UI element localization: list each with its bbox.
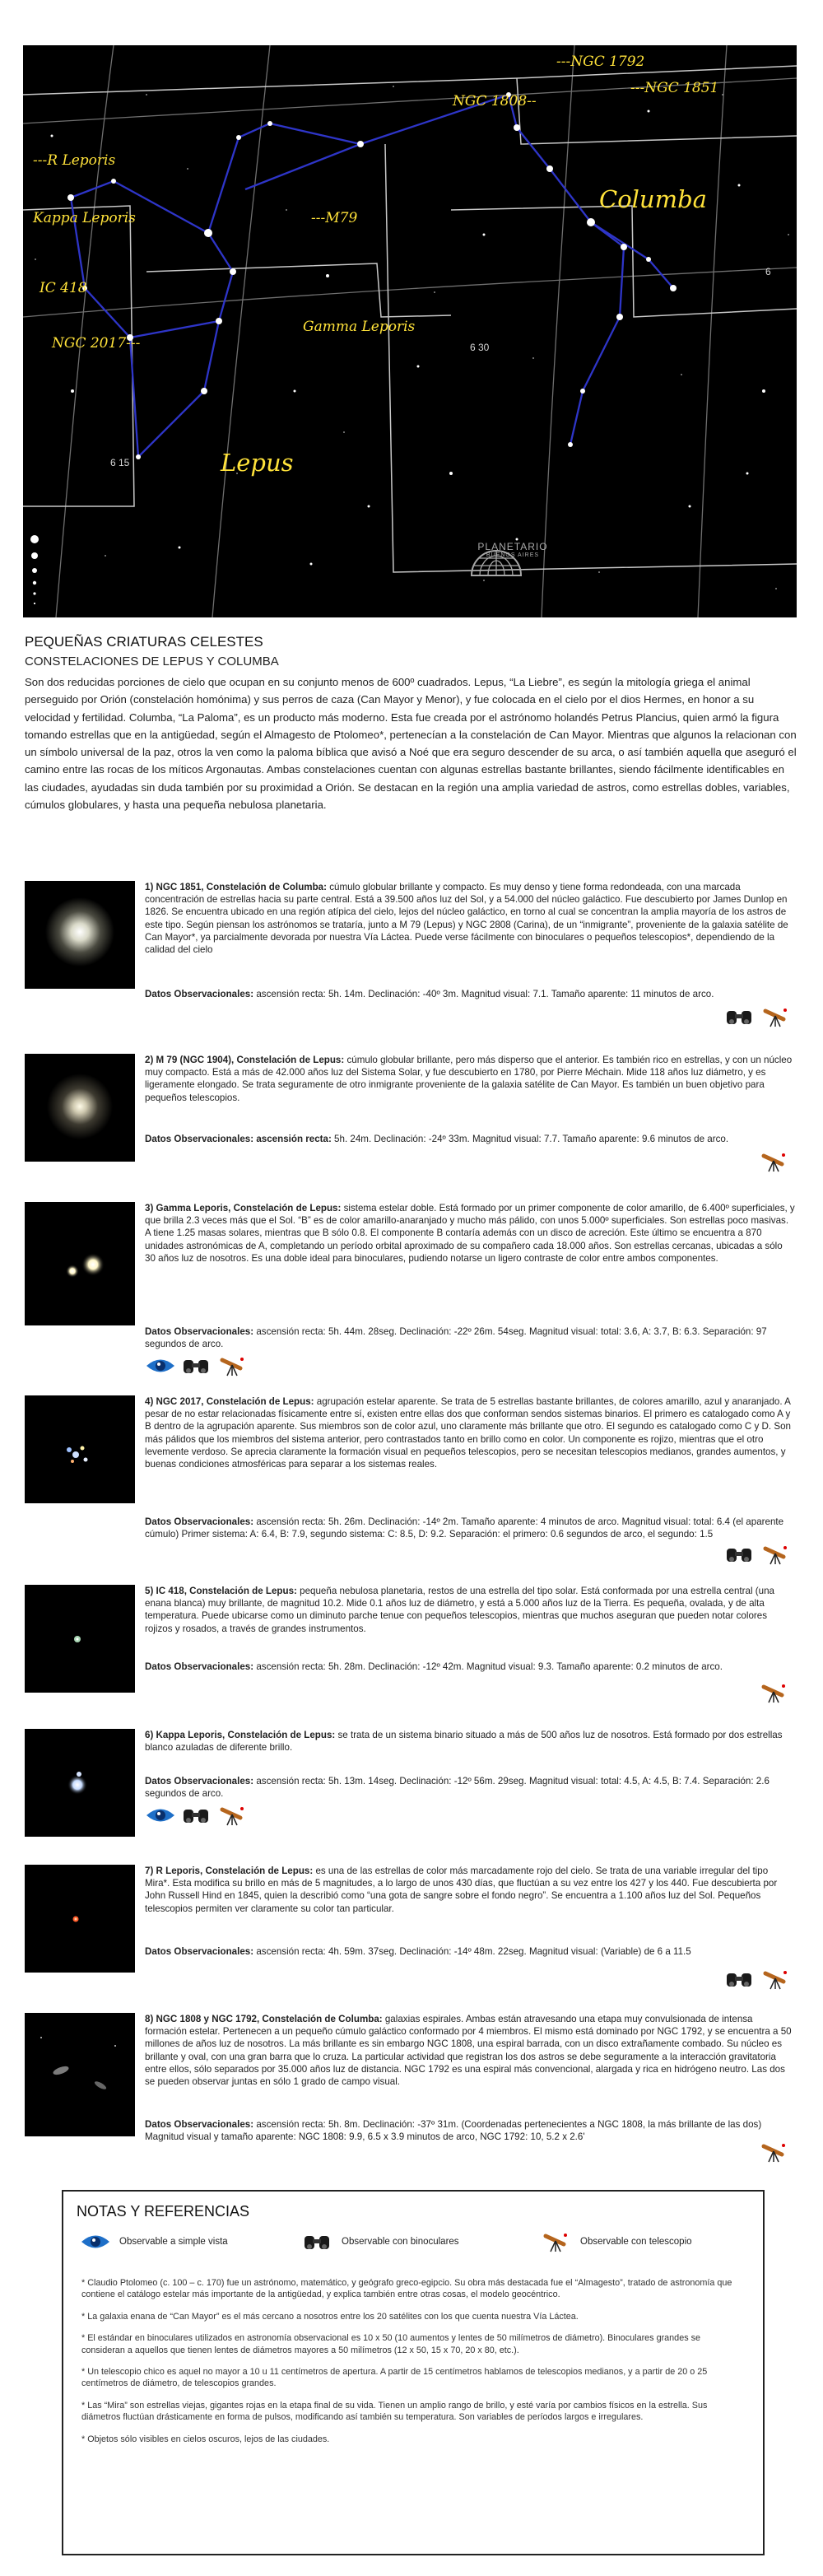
label-kappa-leporis	[33, 210, 136, 226]
label-ngc1792-text: NGC 1792	[570, 54, 645, 70]
eye-icon	[145, 1355, 176, 1377]
binoculars-icon	[181, 1805, 212, 1826]
page-title: PEQUEÑAS CRIATURAS CELESTES	[25, 634, 263, 650]
entry-text: pequeña nebulosa planetaria, restos de una estrella del tipo solar. Está conformada por una estrella central (una enana blanca) muy brillante, de magnitud 10.2. Mide 0.1 años luz de diámetro, y está a 5.000 años luz de la Tierra. Es pequeña, ovalada, y de alta temperatura. Puede ubicarse como un diminuto parche tenue con pequeños telescopios, mientras que muchos aseguran que pueden notar colores rojizos y rosados, a través de grandes instrumentos.	[145, 1586, 774, 1634]
binoculars-icon	[724, 1544, 756, 1565]
double-star-image	[25, 1202, 135, 1325]
photo-ngc1851	[25, 881, 135, 989]
binoculars-icon	[181, 1355, 212, 1377]
globular-cluster-image	[25, 881, 135, 989]
visibility-icons	[145, 1805, 249, 1826]
label-ic418	[40, 280, 87, 296]
label-r-leporis-text: R Leporis	[47, 152, 116, 169]
obs-values: ascensión recta: 5h. 8m. Declinación: -37º 31m. (Coordenadas pertenecientes a NGC 1808, la más brillante de las dos) Magnitud visual y tamaño aparente: NGC 1808: 9.9, 6.5 x 3.9 minutos de arco, NGC 1792: 10, 5.2 x 2.6'	[145, 2119, 762, 2143]
binoculars-icon	[724, 1968, 756, 1990]
legend-telescope-label: Observable con telescopio	[580, 2237, 692, 2247]
visibility-icons	[759, 2141, 790, 2163]
binoculars-icon	[724, 1006, 756, 1027]
label-ngc1792: ---NGC 1792	[556, 54, 645, 70]
constellation-lines	[71, 95, 673, 457]
visibility-icons	[759, 1682, 790, 1703]
obs-values: 5h. 24m. Declinación: -24º 33m. Magnitud visual: 7.7. Tamaño aparente: 9.6 minutos de arco.	[331, 1134, 729, 1144]
entry-observational-data	[145, 1133, 795, 1145]
obs-values: ascensión recta: 4h. 59m. 37seg. Declinación: -14º 48m. 22seg. Magnitud visual: (Variable) de 6 a 11.5	[253, 1946, 691, 1957]
entry-description	[145, 881, 795, 956]
faint-stars	[35, 86, 789, 589]
label-columba-text: Columba	[599, 185, 707, 213]
label-m79-text: M79	[325, 210, 358, 226]
obs-label: Datos Observacionales:	[145, 1661, 254, 1672]
entry-description	[145, 1054, 795, 1104]
obs-label: Datos Observacionales:	[145, 989, 254, 999]
entry-description	[145, 1202, 795, 1265]
coord-label-1: 6	[765, 266, 771, 277]
entry-heading: 2) M 79 (NGC 1904), Constelación de Lepus:	[145, 1055, 345, 1065]
entry-kappa-leporis	[25, 1729, 798, 1852]
legend-binoculars-label: Observable con binoculares	[342, 2237, 459, 2247]
legend-eye-label: Observable a simple vista	[119, 2237, 228, 2247]
notes-list	[81, 2277, 740, 2455]
entry-m79	[25, 1054, 798, 1190]
photo-r-leporis	[25, 1865, 135, 1973]
label-ngc1808-text: NGC 1808	[453, 93, 528, 109]
label-lepus	[221, 449, 294, 477]
entry-heading: 6) Kappa Leporis, Constelación de Lepus:	[145, 1730, 336, 1740]
obs-label: Datos Observacionales:	[145, 1326, 254, 1337]
visibility-icons	[145, 1355, 249, 1377]
page-subtitle: CONSTELACIONES DE LEPUS Y COLUMBA	[25, 654, 279, 668]
entry-text: galaxias espirales. Ambas están atravesando una etapa muy convulsionada de intensa formación estelar. Pertenecen a un pequeño cúmulo galáctico conformado por 4 miembros. El mismo está dominado por NGC 1792, y se encuentra a 50 millones de años luz de nosotros. La más brillante es sin embargo NGC 1808, una espiral barrada, con un disco extrañamente combado. Su núcleo es brillante y oval, con una gran barra que lo cruza. La particular actividad que registran los dos astros se debe seguramente a la interacción gravitatoria entre ellos, sólo separados por 35.000 años luz de distancia. NGC 1792 es una espiral más convencional, alargada y rica en hidrógeno neutro. Las dos se pueden observar juntas en sólo 1 grado de campo visual.	[145, 2014, 792, 2088]
globular-cluster-image	[25, 1054, 135, 1162]
label-kappa-leporis-text: Kappa Leporis	[33, 210, 136, 226]
label-ngc1808: NGC 1808--	[453, 93, 537, 109]
entry-text: se trata de un sistema binario situado a más de 500 años luz de nosotros. Está formado por dos estrellas blanco azuladas de diferente brillo.	[145, 1730, 783, 1754]
entry-heading: 1) NGC 1851, Constelación de Columba:	[145, 882, 327, 892]
photo-ic418	[25, 1585, 135, 1693]
entry-heading: 3) Gamma Leporis, Constelación de Lepus:	[145, 1203, 342, 1213]
photo-gamma-leporis	[25, 1202, 135, 1325]
star-map	[23, 45, 797, 617]
photo-ngc2017	[25, 1395, 135, 1503]
intro-paragraph: Son dos reducidas porciones de cielo que ocupan en su conjunto menos de 600º cuadrados. Lepus, “La Liebre”, es según la mitología griega el animal perseguido por Orión (constelación homónima) y sus perros de caza (Can Mayor y Menor), y fue colocada en el cielo por el dios Hermes, en honor a su velocidad y fertilidad. Columba, “La Paloma”, es un producto más moderno. Esta fue creada por el astrónomo holandés Petrus Plancius, quien armó la figura tomando estrellas que en la antigüedad, según el Almagesto de Ptolomeo*, pertenecían a la constelación de Can Mayor. Mientras que algunos la relacionan con un símbolo universal de la paz, otros la ven como la paloma bíblica que avisó a Noé que era seguro descender de su arca, o así también aquella que aseguró el camino entre las rocas de los míticos Argonautas. Ambas constelaciones cuentan con algunas estrellas bastante brillantes, siendo fácilmente identificables en las ciudades, ayudadas sin duda también por su proximidad a Orión. Se destacan en la región una amplia variedad de astros, como estrellas dobles, variables, cúmulos globulares, y hasta una pequeña nebulosa planetaria.	[25, 676, 797, 812]
telescope-icon	[759, 1682, 790, 1703]
entry-ngc1808-ngc1792	[25, 2013, 798, 2169]
coord-label-2: 6 30	[470, 342, 490, 353]
label-ngc1851-text: NGC 1851	[644, 80, 719, 96]
entry-heading: 4) NGC 2017, Constelación de Lepus:	[145, 1396, 314, 1407]
label-m79: ---M79	[311, 210, 358, 226]
red-star-image	[25, 1865, 135, 1973]
entry-observational-data	[145, 1661, 795, 1673]
telescope-icon	[760, 1968, 792, 1990]
entry-text: agrupación estelar aparente. Se trata de 5 estrellas bastante brillantes, de colores amarillo, azul y anaranjado. A pesar de no estar relacionadas físicamente entre sí, existen entre ellas dos que conforman sendos sistemas binarios. El primero es catalogado como A y B dentro de la agrupación aparente. Sus miembros son de color azul, uno claramente más brillante que otro. El segundo es catalogado como C y D. Son más pálidos que los miembros del sistema anterior, pero contrastados tanto en brillo como en color. Un componente es rojizo, mientras que el otro levemente verdoso. Se aprecia claramente la formación visual en pequeños telescopios, pero se necesitan telescopios medianos, grandes aumentos, y buenas condiciones atmosféricas para separar a los sistemas reales.	[145, 1396, 791, 1470]
obs-label: Datos Observacionales: ascensión recta:	[145, 1134, 332, 1144]
label-gamma-leporis-text: Gamma Leporis	[303, 319, 416, 335]
note-item: * Las “Mira” son estrellas viejas, gigantes rojas en la etapa final de su vida. Tienen un amplio rango de brillo, y esté varía por cambios físicos en la estrella. Sus diámetros fluctúan drásticamente en forma de pulsos, modificando así también su temperatura. Son variables de períodos largos e irregulares.	[81, 2400, 708, 2423]
entry-ic418	[25, 1585, 798, 1721]
note-item: * Claudio Ptolomeo (c. 100 – c. 170) fue un astrónomo, matemático, y geógrafo greco-egipcio. Su obra más destacada fue el “Almagesto”, tratado de astronomía que contiene el catálogo estelar más importante de la antigüedad, y explica también entre otras cosas, el modelo geocéntrico.	[81, 2278, 732, 2300]
icon-legend	[80, 2231, 746, 2267]
entry-description	[145, 1729, 795, 1754]
entry-description	[145, 1395, 795, 1470]
star-group-image	[25, 1395, 135, 1503]
telescope-icon	[217, 1805, 249, 1826]
telescope-icon	[760, 1006, 792, 1027]
photo-kappa-leporis	[25, 1729, 135, 1837]
entry-heading: 8) NGC 1808 y NGC 1792, Constelación de Columba:	[145, 2014, 383, 2024]
entry-observational-data	[145, 988, 795, 1000]
label-ngc2017: NGC 2017---	[52, 335, 141, 352]
obs-values: ascensión recta: 5h. 13m. 14seg. Declinación: -12º 56m. 29seg. Magnitud visual: total: 4.5, A: 4.5, B: 7.4. Separación: 2.6 segundos de arco.	[145, 1776, 770, 1800]
planetary-nebula-image	[25, 1585, 135, 1693]
telescope-icon	[217, 1355, 249, 1377]
label-ngc2017-text: NGC 2017	[52, 335, 127, 352]
note-item: * Objetos sólo visibles en cielos oscuros, lejos de las ciudades.	[81, 2434, 330, 2444]
entry-text: sistema estelar doble. Está formado por un primer componente de color amarillo, de 6.400º superficiales, y que brilla 2.3 veces más que el Sol. “B” es de color amarillo-anaranjado y mucho más pálido, con unos 5.000º superficiales. Son estrellas poco masivas. A tiene 1.25 masas solares, mientras que B sólo 0.8. El componente B contaría además con un disco de acreción. Este último se encuentra a 870 unidades astronómicas de A, completando un período orbital aproximado de su compañero cada 18.000 años. Son estrellas cercanas, ubicadas a sólo 30 años luz de nosotros. Es una doble ideal para binoculares, pudiendo notarse un ligero contraste de color entre ambos componentes.	[145, 1203, 795, 1264]
label-r-leporis: ---R Leporis	[33, 152, 116, 169]
entry-observational-data	[145, 1516, 795, 1540]
photo-ngc1808-ngc1792	[25, 2013, 135, 2136]
eye-icon	[80, 2231, 111, 2252]
entry-text: es una de las estrellas de color más marcadamente rojo del cielo. Se trata de una variable irregular del tipo Mira*. Esta modifica su brillo en más de 5 magnitudes, a lo largo de unos 430 días, que fluctúan a su vez entre los 427 y los 440. Fue descubierta por John Russell Hind en 1845, quien la describió como “una gota de sangre sobre el fondo negro”. Se encuentra a 1.100 años luz del Sol. Pequeños telescopios permiten ver claramente su color tan particular.	[145, 1866, 778, 1914]
entry-r-leporis	[25, 1865, 798, 2005]
label-ic418-text: IC 418	[40, 280, 87, 296]
note-item: * La galaxia enana de “Can Mayor” es el más cercano a nosotros entre los 20 satélites con los que cuenta nuestra Vía Láctea.	[81, 2311, 579, 2322]
notes-box	[62, 2190, 765, 2555]
label-gamma-leporis	[303, 319, 415, 335]
entry-ngc1851	[25, 881, 798, 1033]
label-ngc1851: ---NGC 1851	[630, 80, 719, 96]
note-item: * Un telescopio chico es aquel no mayor a 10 u 11 centímetros de apertura. A partir de 15 centímetros hablamos de telescopios medianos, y a partir de 20 o 25 centímetros de diámetro, de telescopios grandes.	[81, 2367, 708, 2389]
planetario-dome-icon	[467, 539, 525, 577]
obs-label: Datos Observacionales:	[145, 2119, 254, 2130]
telescope-icon	[760, 1544, 792, 1565]
legend-eye	[80, 2231, 228, 2252]
telescope-icon	[759, 2141, 790, 2163]
legend-binoculars	[302, 2231, 459, 2252]
visibility-icons	[724, 1968, 792, 1990]
entry-text: cúmulo globular brillante, pero más disperso que el anterior. Es también rico en estrellas, y con un núcleo muy compacto. Está a más de 42.000 años luz del Sistema Solar, y fue descubierto en 1780, por Pierre Méchain. Mide 118 años luz diámetro, y es ligeramente elongado. Se trata seguramente de otro inmigrante proveniente de la galaxia satélite de Can Mayor. Es también un buen objetivo para pequeños telescopios.	[145, 1055, 793, 1103]
note-item: * El estándar en binoculares utilizados en astronomía observacional es 10 x 50 (10 aumentos y lentes de 50 milímetros de diámetro). Binoculares grandes se consideran a aquellos que tienen lentes de diámetros mayores a 50 milímetros (12 x 50, 15 x 70, 20 x 80, etc.).	[81, 2333, 700, 2355]
entry-description	[145, 1865, 795, 1915]
logo-title: PLANETARIO	[477, 541, 548, 552]
entry-observational-data	[145, 1945, 795, 1958]
label-columba	[599, 185, 707, 213]
legend-telescope	[541, 2231, 692, 2252]
visibility-icons	[724, 1544, 792, 1565]
planetario-logo	[467, 539, 558, 613]
entry-text: cúmulo globular brillante y compacto. Es muy denso y tiene forma redondeada, con una marcada concentración de estrellas hacia su parte central. Está a 39.500 años luz del Sol, y a 54.000 del núcleo galáctico. Fue descubierto por James Dunlop en 1826. Se encuentra ubicado en una región atípica del cielo, lejos del núcleo galáctico, en torno al cual se concentran la amplia mayoría de los astros de este tipo. Según piensan los astrónomos se trataría, junto a M 79 (Lepus) y NGC 2808 (Carina), de un “inmigrante”, proveniente de la galaxia satélite de Can Mayor*, ya parcialmente devorada por nuestra Vía Láctea. Puede verse fácilmente con binoculares o pequeños telescopios*, dependiendo de la calidad del cielo	[145, 882, 788, 956]
eye-icon	[145, 1805, 176, 1826]
visibility-icons	[724, 1006, 792, 1027]
label-lepus-text: Lepus	[221, 449, 294, 477]
spiral-galaxies-image	[25, 2013, 135, 2136]
entry-heading: 5) IC 418, Constelación de Lepus:	[145, 1586, 297, 1596]
magnitude-scale	[30, 535, 39, 604]
coord-label-3: 6 15	[110, 457, 130, 468]
entry-observational-data	[145, 1325, 795, 1350]
obs-values: ascensión recta: 5h. 44m. 28seg. Declinación: -22º 26m. 54seg. Magnitud visual: total: 3.6, A: 3.7, B: 6.3. Separación: 97 segundos de arco.	[145, 1326, 767, 1350]
entry-ngc2017	[25, 1395, 798, 1564]
obs-label: Datos Observacionales:	[145, 1776, 254, 1786]
binary-star-image	[25, 1729, 135, 1837]
entry-observational-data	[145, 1775, 795, 1800]
obs-values: ascensión recta: 5h. 26m. Declinación: -14º 2m. Tamaño aparente: 4 minutos de arco. Magnitud visual: total: 6.4 (el aparente cúmulo) Primer sistema: A: 6.4, B: 7.9, segundo sistema: C: 8.5, D: 9.2. Separación: el primero: 0.6 segundos de arco, el segundo: 1.5	[145, 1516, 784, 1540]
telescope-icon	[541, 2231, 572, 2252]
entry-description	[145, 2013, 795, 2088]
obs-values: ascensión recta: 5h. 14m. Declinación: -40º 3m. Magnitud visual: 7.1. Tamaño aparente: 11 minutos de arco.	[253, 989, 714, 999]
entry-description	[145, 1585, 795, 1635]
telescope-icon	[759, 1151, 790, 1172]
entry-heading: 7) R Leporis, Constelación de Lepus:	[145, 1866, 314, 1876]
visibility-icons	[759, 1151, 790, 1172]
obs-label: Datos Observacionales:	[145, 1946, 254, 1957]
obs-label: Datos Observacionales:	[145, 1516, 254, 1527]
notes-title: NOTAS Y REFERENCIAS	[77, 2203, 250, 2220]
entry-observational-data	[145, 2118, 795, 2143]
logo-subtitle: BUENOS AIRES	[486, 552, 540, 558]
obs-values: ascensión recta: 5h. 28m. Declinación: -12º 42m. Magnitud visual: 9.3. Tamaño aparente: 0.2 minutos de arco.	[253, 1661, 723, 1672]
photo-m79	[25, 1054, 135, 1162]
binoculars-icon	[302, 2231, 333, 2252]
entry-gamma-leporis	[25, 1202, 798, 1379]
